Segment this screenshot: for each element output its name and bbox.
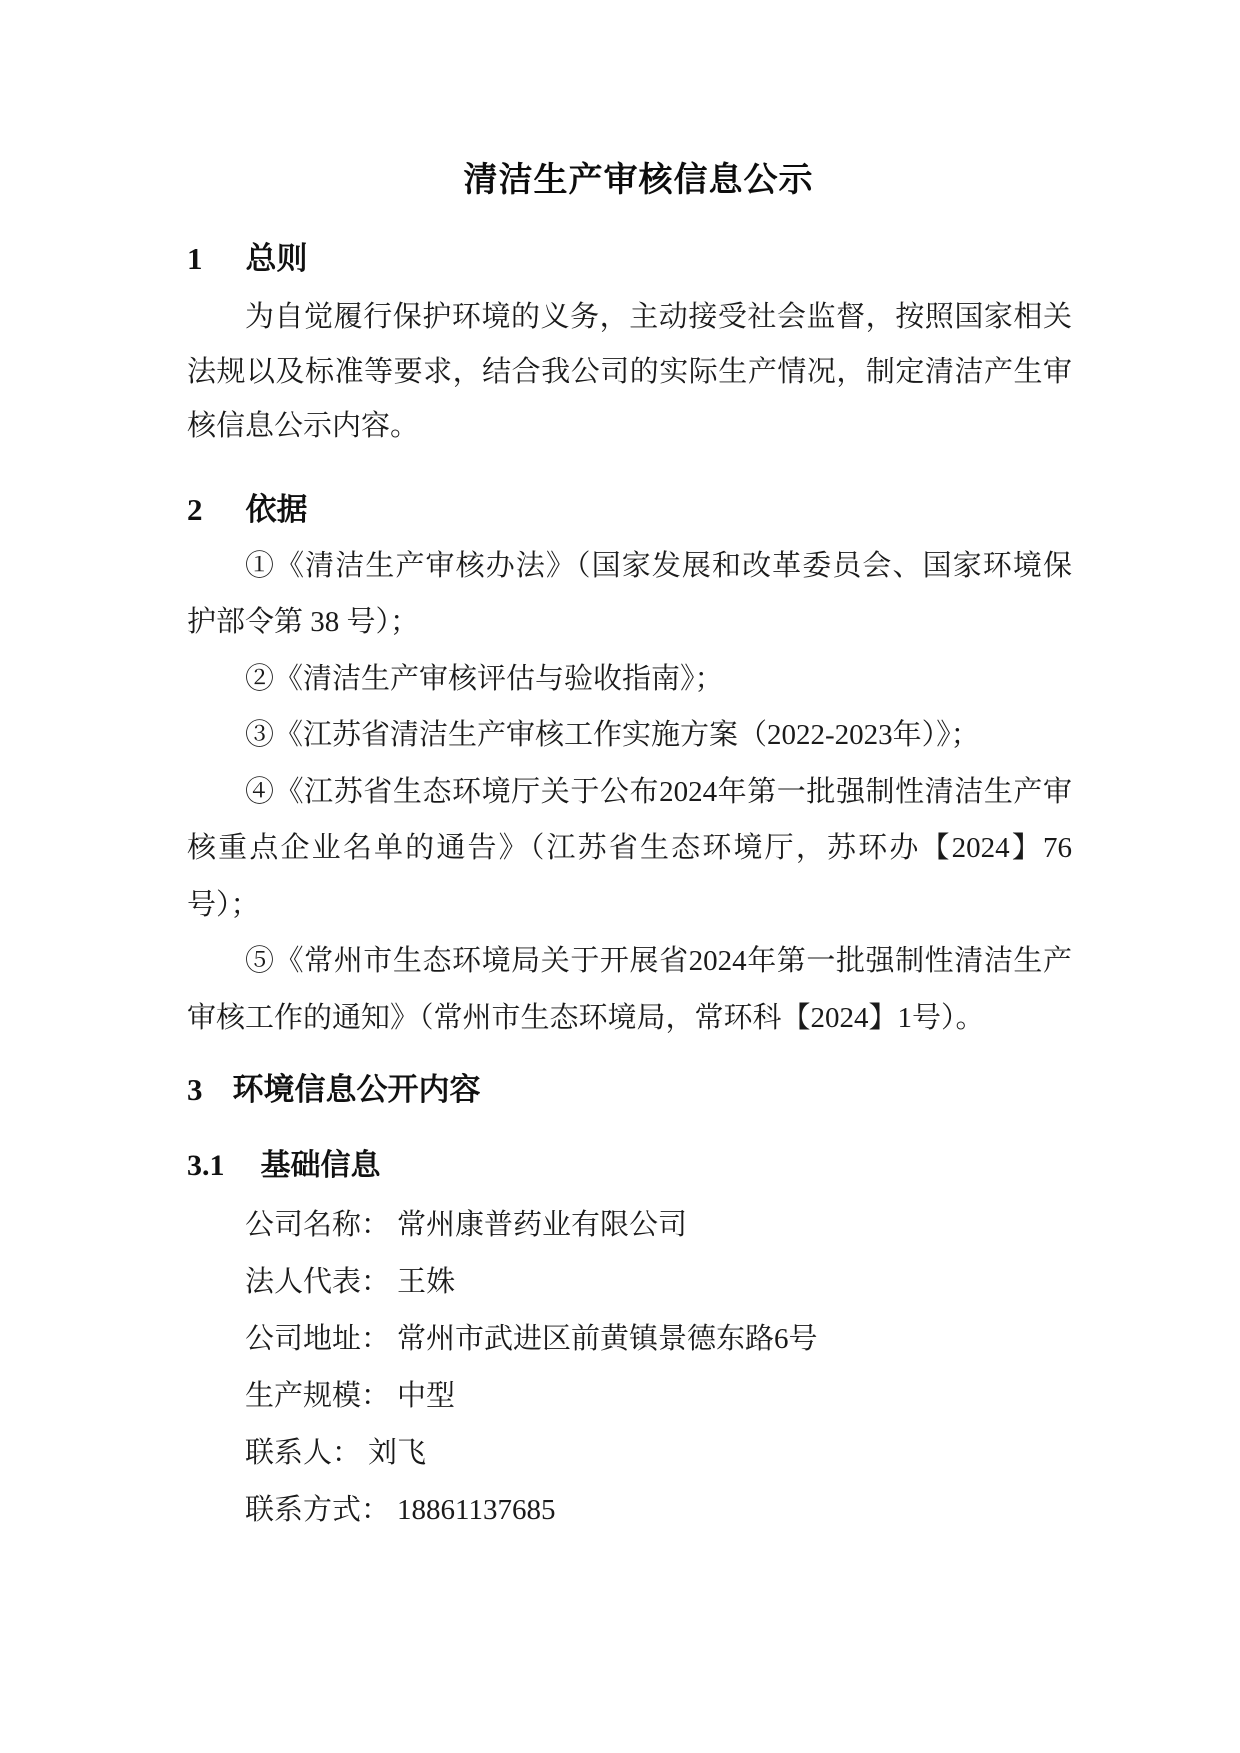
basis-line: 号）；: [187, 888, 260, 921]
heading-number: 2: [187, 491, 203, 527]
info-label: 公司名称：: [245, 1209, 391, 1241]
heading-number: 3.1: [187, 1149, 225, 1182]
basis-line: ⑤《常州市生态环境局关于开展省2024年第一批强制性清洁生产: [245, 945, 1072, 977]
basis-line: ①《清洁生产审核办法》（国家发展和改革委员会、国家环境保: [245, 549, 1072, 582]
paragraph-line: 为自觉履行保护环境的义务，主动接受社会监督，按照国家相关: [245, 301, 1072, 333]
info-row-legal-representative: [187, 1254, 1072, 1311]
basis-line: 核重点企业名单的通告》（江苏省生态环境厅，苏环办【2024】76: [187, 832, 1072, 864]
basis-line: ④《江苏省生态环境厅关于公布2024年第一批强制性清洁生产审: [245, 775, 1072, 808]
info-label: 联系方式：: [245, 1494, 391, 1526]
section-heading-2: [187, 489, 1072, 531]
info-row-production-scale: [187, 1368, 1072, 1425]
section-heading-1: [187, 238, 1072, 280]
info-value: 中型: [397, 1380, 456, 1412]
basis-line: 护部令第 38 号）；: [187, 606, 420, 638]
document-title: 清洁生产审核信息公示: [463, 162, 814, 199]
paragraph-line: 法规以及标准等要求，结合我公司的实际生产情况，制定清洁产生审: [187, 355, 1072, 388]
general-paragraph: [187, 290, 1072, 454]
page-content: [187, 158, 1072, 1539]
heading-label: 环境信息公开内容: [232, 1072, 481, 1107]
heading-label: 基础信息: [260, 1149, 381, 1182]
info-label: 生产规模：: [245, 1380, 391, 1412]
info-label: 公司地址：: [245, 1323, 391, 1355]
info-label: 联系人：: [245, 1437, 362, 1469]
basis-line: ②《清洁生产审核评估与验收指南》；: [245, 662, 724, 695]
section-heading-3-1: [187, 1145, 1072, 1187]
info-value: 常州市武进区前黄镇景德东路6号: [397, 1323, 818, 1355]
heading-label: 依据: [245, 491, 308, 527]
info-row-contact-person: [187, 1425, 1072, 1482]
basis-list: [187, 538, 1072, 1047]
basic-info-list: [187, 1197, 1072, 1539]
info-value: 刘飞: [368, 1437, 427, 1469]
basis-line: 审核工作的通知》（常州市生态环境局，常环科【2024】1号）。: [187, 1001, 985, 1034]
basis-line: ③《江苏省清洁生产审核工作实施方案（2022-2023年）》；: [245, 719, 980, 751]
info-row-contact-phone: [187, 1482, 1072, 1539]
heading-label: 总则: [245, 241, 308, 276]
heading-number: 3: [187, 1072, 203, 1107]
heading-number: 1: [187, 241, 203, 276]
paragraph-line: 核信息公示内容。: [187, 410, 420, 442]
info-value: 18861137685: [397, 1494, 556, 1526]
section-heading-3: [187, 1069, 1072, 1111]
info-row-company-address: [187, 1311, 1072, 1368]
info-value: 常州康普药业有限公司: [397, 1209, 688, 1241]
info-row-company-name: [187, 1197, 1072, 1254]
info-value: 王姝: [397, 1266, 456, 1298]
info-label: 法人代表：: [245, 1266, 391, 1298]
